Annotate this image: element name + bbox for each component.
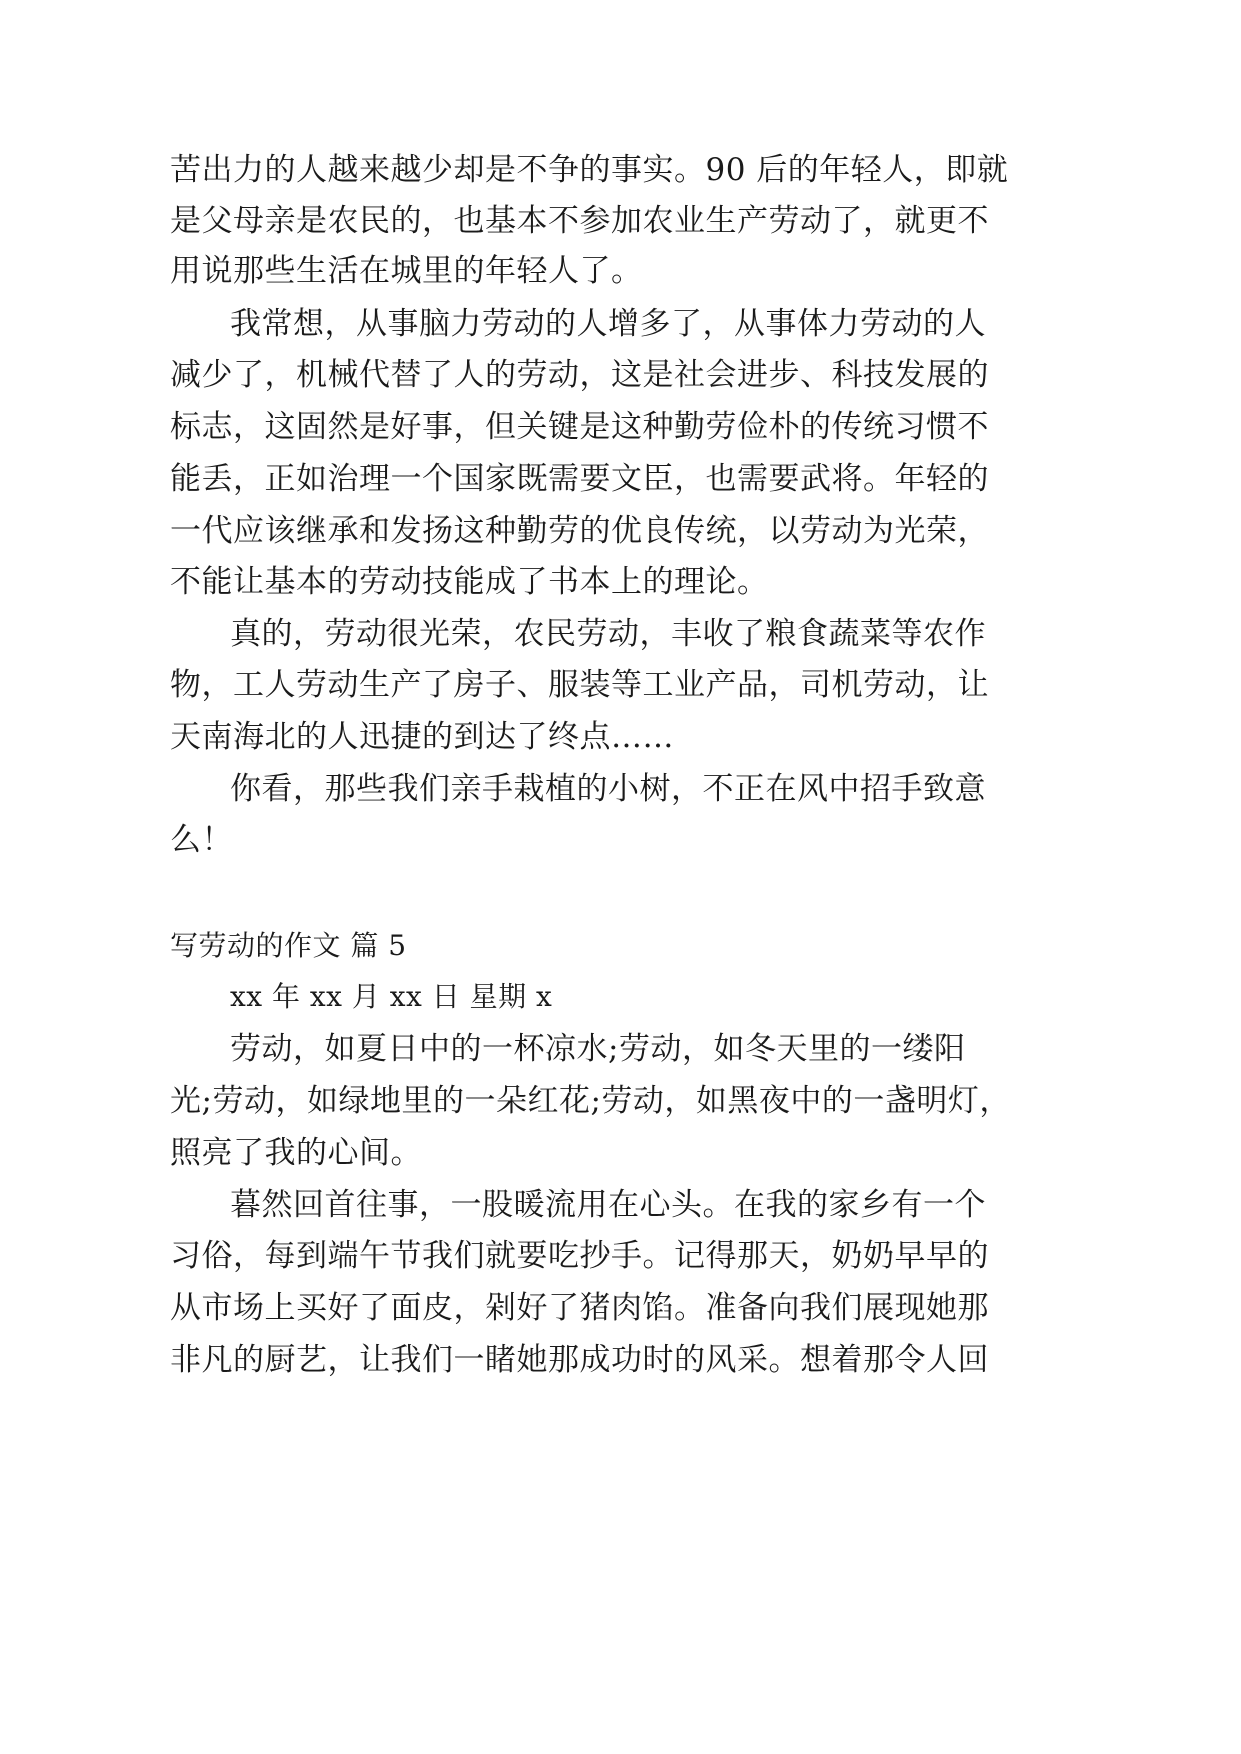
paragraph-line: 标志，这固然是好事，但关键是这种勤劳俭朴的传统习惯不 — [170, 409, 989, 445]
paragraph-line: 光;劳动，如绿地里的一朵红花;劳动，如黑夜中的一盏明灯， — [170, 1083, 1011, 1119]
date-line: xx 年 xx 月 xx 日 星期 x — [230, 980, 553, 1013]
paragraph-line: 暮然回首往事，一股暖流用在心头。在我的家乡有一个 — [230, 1187, 986, 1223]
paragraph-line: 非凡的厨艺，让我们一睹她那成功时的风采。想着那令人回 — [170, 1342, 989, 1378]
paragraph-line: 照亮了我的心间。 — [170, 1135, 422, 1171]
paragraph-line: 真的，劳动很光荣，农民劳动，丰收了粮食蔬菜等农作 — [230, 616, 986, 652]
paragraph-line: 用说那些生活在城里的年轻人了。 — [170, 253, 643, 289]
paragraph-line: 天南海北的人迅捷的到达了终点…… — [170, 719, 674, 755]
paragraph-line: 我常想，从事脑力劳动的人增多了，从事体力劳动的人 — [230, 306, 986, 342]
paragraph-line: 习俗，每到端午节我们就要吃抄手。记得那天，奶奶早早的 — [170, 1238, 989, 1274]
paragraph-line: 从市场上买好了面皮，剁好了猪肉馅。准备向我们展现她那 — [170, 1290, 989, 1326]
paragraph-line: 不能让基本的劳动技能成了书本上的理论。 — [170, 564, 769, 600]
paragraph-line: 你看，那些我们亲手栽植的小树，不正在风中招手致意 — [230, 771, 986, 807]
paragraph-line: 么！ — [170, 822, 233, 858]
paragraph-line: 是父母亲是农民的，也基本不参加农业生产劳动了，就更不 — [170, 203, 989, 239]
paragraph-line: 一代应该继承和发扬这种勤劳的优良传统，以劳动为光荣， — [170, 513, 989, 549]
paragraph-line: 苦出力的人越来越少却是不争的事实。90 后的年轻人，即就 — [170, 152, 1009, 188]
paragraph-line: 减少了，机械代替了人的劳动，这是社会进步、科技发展的 — [170, 357, 989, 393]
paragraph-line: 劳动，如夏日中的一杯凉水;劳动，如冬天里的一缕阳 — [230, 1031, 966, 1067]
paragraph-line: 物，工人劳动生产了房子、服装等工业产品，司机劳动，让 — [170, 667, 989, 703]
paragraph-line: 能丢，正如治理一个国家既需要文臣，也需要武将。年轻的 — [170, 461, 989, 497]
section-title: 写劳动的作文 篇 5 — [170, 929, 407, 962]
